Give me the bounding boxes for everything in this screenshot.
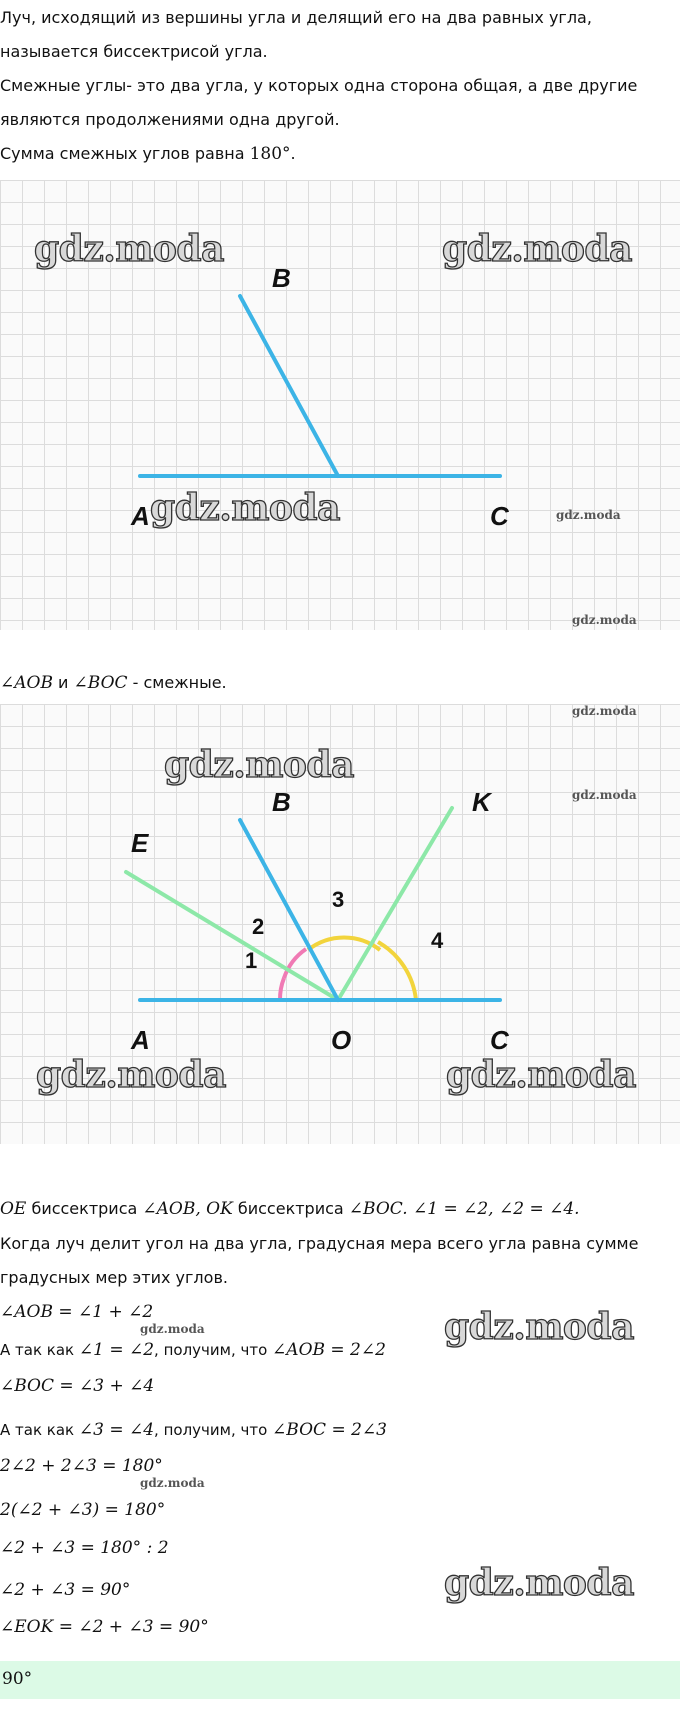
equality-1-2: ∠1 = ∠2 — [78, 1340, 155, 1360]
watermark: gdz.moda — [442, 228, 632, 270]
ray-oe — [126, 872, 338, 1000]
watermark: gdz.moda — [446, 1054, 636, 1096]
label-b: B — [272, 263, 291, 293]
watermark: gdz.moda — [140, 1476, 205, 1490]
label-e: E — [131, 828, 149, 858]
label-angle-3: 3 — [332, 887, 345, 912]
adjacent-label: - смежные. — [127, 673, 227, 692]
angle-aob: ∠AOB — [0, 673, 53, 693]
we-get-text: , получим, что — [154, 1421, 273, 1439]
aob-double: ∠AOB = 2∠2 — [272, 1340, 386, 1360]
adjacent-sum-value: 180° — [249, 144, 291, 164]
watermark: gdz.moda — [34, 228, 224, 270]
label-a: A — [131, 1025, 150, 1055]
definition-bisector-line2: называется биссектрисой угла. — [0, 42, 268, 61]
adjacent-sum-end: . — [290, 144, 296, 163]
definition-adjacent-line1: Смежные углы- это два угла, у которых одна сторона общая, а две другие — [0, 76, 638, 95]
bisector-word: биссектриса — [232, 1199, 349, 1218]
equation-boc: ∠BOC = ∠3 + ∠4 — [0, 1376, 155, 1396]
watermark: gdz.moda — [572, 788, 637, 802]
ray-ok — [338, 808, 452, 1000]
figure-adjacent-angles — [0, 180, 680, 630]
label-angle-4: 4 — [431, 928, 444, 953]
conjunction: и — [52, 673, 74, 692]
equation-aob: ∠AOB = ∠1 + ∠2 — [0, 1302, 154, 1322]
since-text: А так как — [0, 1421, 79, 1439]
arc-angle-1 — [280, 978, 284, 1000]
watermark: gdz.moda — [140, 1322, 205, 1336]
angle-aob-ok: ∠AOB, OK — [142, 1199, 233, 1219]
definition-adjacent-line2: являются продолжениями одна другой. — [0, 110, 340, 129]
angle-sum-rule-line1: Когда луч делит угол на два угла, градусная мера всего угла равна сумме — [0, 1234, 639, 1253]
watermark: gdz.moda — [556, 508, 621, 522]
adjacent-sum-text: Сумма смежных углов равна — [0, 144, 250, 163]
equation-boc-double — [0, 1420, 387, 1440]
angle-boc: ∠BOC — [73, 673, 128, 693]
adjacent-sum-statement — [0, 144, 296, 164]
answer-box — [0, 1661, 680, 1699]
label-c: C — [490, 501, 509, 531]
equation-factored: 2(∠2 + ∠3) = 180° — [0, 1500, 166, 1520]
equation-sum-doubles: 2∠2 + 2∠3 = 180° — [0, 1456, 163, 1476]
label-a: A — [131, 501, 150, 531]
watermark: gdz.moda — [444, 1306, 634, 1348]
equation-aob-double — [0, 1340, 386, 1360]
watermark: gdz.moda — [164, 744, 354, 786]
since-text: А так как — [0, 1341, 79, 1359]
boc-double: ∠BOC = 2∠3 — [272, 1420, 387, 1440]
watermark: gdz.moda — [36, 1054, 226, 1096]
label-angle-2: 2 — [252, 914, 265, 939]
equality-3-4: ∠3 = ∠4 — [78, 1420, 155, 1440]
label-c: C — [490, 1025, 509, 1055]
watermark: gdz.moda — [572, 613, 637, 627]
watermark: gdz.moda — [150, 487, 340, 529]
we-get-text: , получим, что — [154, 1341, 273, 1359]
equation-divide: ∠2 + ∠3 = 180° : 2 — [0, 1538, 169, 1558]
ray-ob — [240, 820, 338, 1000]
ray-ob — [240, 296, 338, 476]
arc-angle-4 — [378, 942, 416, 1000]
angle-sum-rule-line2: градусных мер этих углов. — [0, 1268, 228, 1287]
answer-value: 90° — [2, 1669, 33, 1689]
figure-bisectors — [0, 704, 680, 1144]
definition-bisector-line1: Луч, исходящий из вершины угла и делящий его на два равных угла, — [0, 8, 592, 27]
label-k: K — [472, 787, 491, 817]
watermark: gdz.moda — [572, 704, 637, 718]
angle-equalities: ∠BOC. ∠1 = ∠2, ∠2 = ∠4. — [348, 1199, 580, 1219]
bisector-statement — [0, 1199, 580, 1219]
label-angle-1: 1 — [245, 948, 258, 973]
ray-oe-label: OE — [0, 1199, 27, 1219]
watermark: gdz.moda — [444, 1562, 634, 1604]
equation-result: ∠2 + ∠3 = 90° — [0, 1580, 131, 1600]
label-o: O — [331, 1025, 352, 1055]
equation-eok: ∠EOK = ∠2 + ∠3 = 90° — [0, 1617, 209, 1637]
bisector-word: биссектриса — [26, 1199, 143, 1218]
label-b: B — [272, 787, 291, 817]
adjacent-angles-statement — [0, 673, 227, 693]
